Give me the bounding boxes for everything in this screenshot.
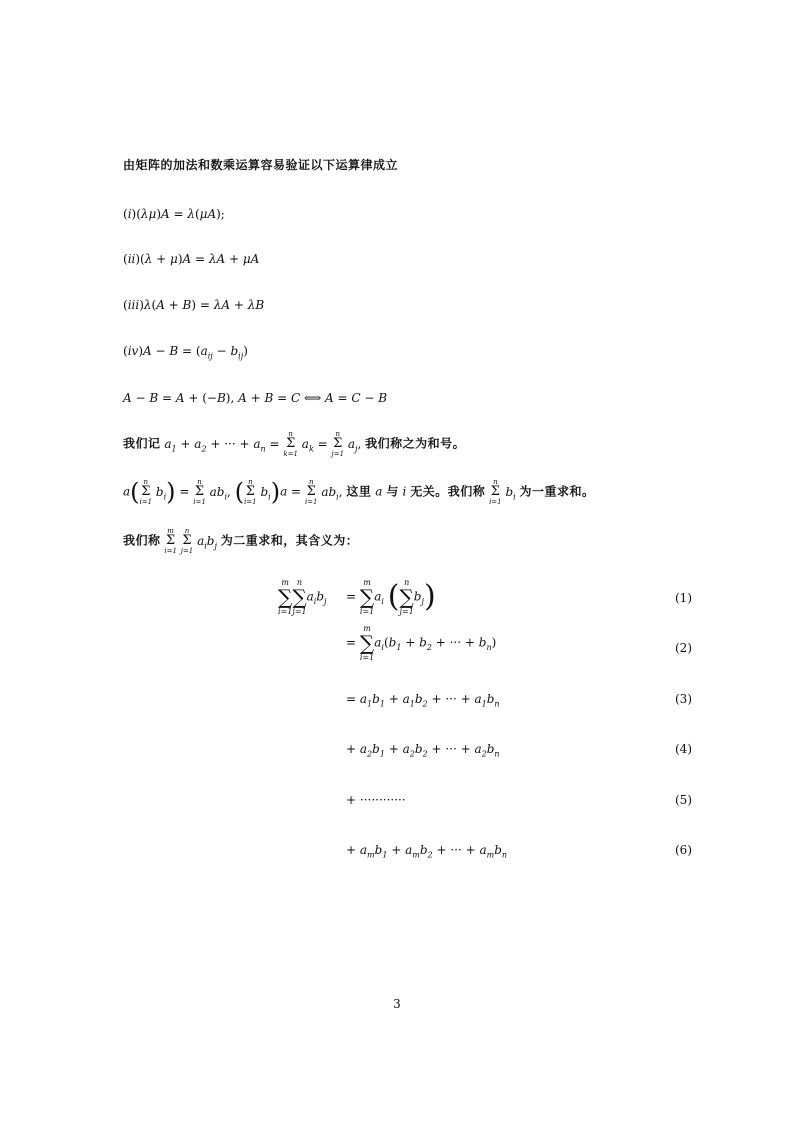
law-iii: (iii)λ(A + B) = λA + λB [123,298,265,312]
double-suffix: 为二重求和，其含义为： [220,533,359,548]
distributive-line: a( n Σ i=1 $b_i$) = n Σ i=1 $ab_i$, ( n Σ i=1 $b_i)a$ = n Σ i=1 $ab_i$, 这里 a 与 i 无关。我们称 n Σ i=1 $b_i$ 为一重求和。 [123,478,595,506]
dist-middle: 这里 [346,484,372,499]
dist-and: 与 [386,484,399,499]
equation-5-rhs: + ············ [346,793,406,807]
law-iv: $(iv)A - B = (a_{ij} - b_{ij})$ [123,344,248,361]
law-i: (i)(λμ)A = λ(μA); [123,207,225,221]
equation-4-number: (4) [675,742,692,756]
equation-1-number: (1) [675,591,692,605]
equation-2-rhs: = m ∑ i=1 $a_i(b_1 + b_2$ + ··· + $b_n$) [346,624,497,662]
dist-a: a [375,484,383,499]
law-ii: (ii)(λ + μ)A = λA + μA [123,252,260,266]
equation-3-number: (3) [675,692,692,706]
equation-2-number: (2) [675,641,692,655]
equation-4-rhs: + $a_2b_1 + a_2b_2$ + ··· + $a_2b_n$ [346,742,500,759]
intro-text: 由矩阵的加法和数乘运算容易验证以下运算律成立 [123,158,399,172]
dist-i: i [402,484,407,499]
double-sum-line: 我们称 m Σ i=1 n Σ j=1 $a_ib_j$ 为二重求和，其含义为： [123,527,359,555]
equation-1-rhs: = m ∑ i=1 $a_i$ ( n ∑ j=1 $b_j$) [346,578,436,616]
equation-6-number: (6) [675,843,692,857]
equation-3-rhs: = $a_1b_1 + a_1b_2$ + ··· + $a_1b_n$ [346,692,500,709]
equation-6-rhs: + $a_mb_1 + a_mb_2$ + ··· + $a_mb_n$ [346,843,508,860]
page-number: 3 [393,997,401,1011]
equation-1-lhs: m ∑ i=1 n ∑ j=1 $a_ib_j$ [278,578,327,616]
sum-suffix: 我们称之为和号。 [365,436,466,451]
dist-tail2: 为一重求和。 [519,484,595,499]
double-prefix: 我们称 [123,533,161,548]
dist-tail: 无关。我们称 [410,484,486,499]
sum-prefix: 我们记 [123,436,161,451]
subtraction-rule: A − B = A + (−B), A + B = C ⟺ A = C − B [123,391,388,405]
equation-5-number: (5) [675,793,692,807]
sum-notation-line: 我们记 $a_1 + a_2$ + ··· + $a_n$ = n Σ k=1 $a_k$ = n Σ j=1 $a_j$, 我们称之为和号。 [123,430,466,458]
